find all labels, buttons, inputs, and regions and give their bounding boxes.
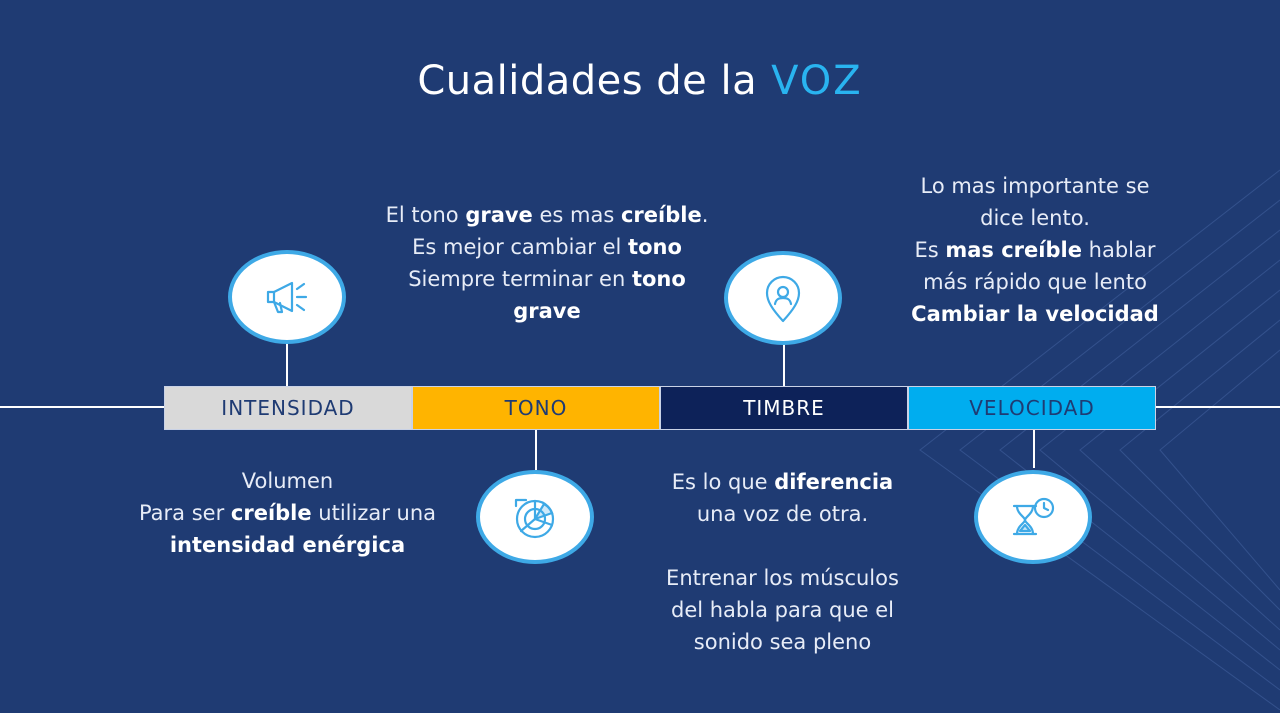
circle-velocidad	[974, 470, 1092, 564]
text-line: Entrenar los músculos	[666, 566, 899, 590]
axis-line-left	[0, 406, 164, 408]
text-line: del habla para que el	[670, 598, 894, 622]
text-span: utilizar una	[311, 501, 437, 525]
text-span: Es mejor cambiar el	[412, 235, 629, 259]
text-line: sonido sea pleno	[693, 630, 872, 654]
text-line	[352, 263, 742, 295]
person-location-pin-icon	[756, 271, 810, 325]
text-bold: tono	[631, 267, 686, 291]
segment-label: INTENSIDAD	[221, 396, 355, 420]
text-line	[630, 466, 935, 498]
text-line	[880, 234, 1190, 266]
segment-velocidad	[908, 386, 1156, 430]
text-span: Para ser	[138, 501, 231, 525]
text-span: El tono	[385, 203, 466, 227]
text-bold: Cambiar la velocidad	[911, 302, 1159, 326]
stem-velocidad	[1033, 430, 1035, 468]
stem-timbre	[783, 344, 785, 386]
segment-timbre	[660, 386, 908, 430]
megaphone-icon	[260, 270, 314, 324]
text-line	[110, 529, 465, 561]
text-line	[352, 295, 742, 327]
circle-tono	[476, 470, 594, 564]
stem-intensidad	[286, 342, 288, 386]
stem-tono	[535, 430, 537, 470]
text-line: dice lento.	[980, 206, 1090, 230]
velocidad-description	[880, 170, 1190, 330]
segment-label: VELOCIDAD	[969, 396, 1095, 420]
text-span: Es lo que	[671, 470, 775, 494]
title-accent: VOZ	[771, 58, 863, 104]
text-line	[110, 497, 465, 529]
text-line: una voz de otra.	[696, 502, 869, 526]
text-bold: grave	[465, 203, 533, 227]
text-bold: tono	[628, 235, 682, 259]
text-line: Volumen	[241, 469, 334, 493]
text-span: .	[701, 203, 709, 227]
circle-intensidad	[228, 250, 346, 344]
text-line: más rápido que lento	[923, 270, 1147, 294]
text-span: Es	[914, 238, 946, 262]
title-main: Cualidades de la	[417, 58, 758, 104]
text-bold: intensidad enérgica	[169, 533, 406, 557]
text-line	[352, 231, 742, 263]
hourglass-clock-icon	[1006, 490, 1060, 544]
text-bold: mas creíble	[945, 238, 1082, 262]
text-span: hablar	[1081, 238, 1156, 262]
text-line	[880, 298, 1190, 330]
timbre-description	[630, 466, 935, 658]
radar-chart-icon	[508, 490, 562, 544]
tono-description	[352, 199, 742, 327]
axis-line-right	[1156, 406, 1280, 408]
page-title	[0, 58, 1280, 104]
text-span: Siempre terminar en	[408, 267, 632, 291]
text-bold: diferencia	[774, 470, 894, 494]
segment-tono	[412, 386, 660, 430]
text-line: Lo mas importante se	[920, 174, 1150, 198]
intensidad-description	[110, 465, 465, 561]
text-spacer	[630, 530, 935, 562]
segment-intensidad	[164, 386, 412, 430]
segment-label: TIMBRE	[743, 396, 825, 420]
text-line	[352, 199, 742, 231]
text-bold: creíble	[620, 203, 702, 227]
text-span: es mas	[532, 203, 621, 227]
text-bold: creíble	[230, 501, 312, 525]
text-bold: grave	[513, 299, 581, 323]
segment-label: TONO	[504, 396, 568, 420]
